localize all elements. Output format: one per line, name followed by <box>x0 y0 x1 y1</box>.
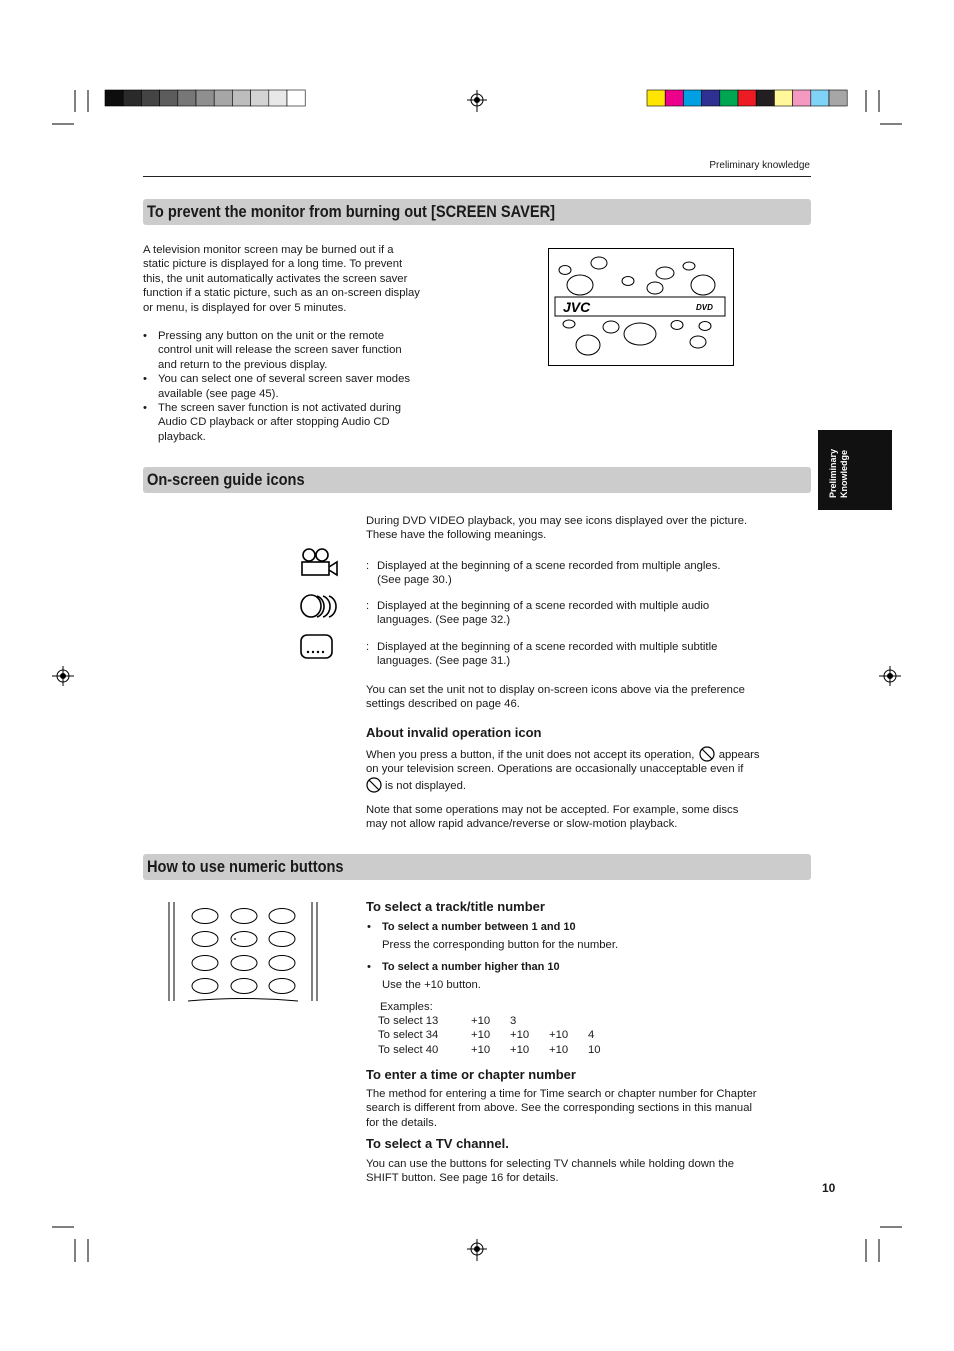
guide-item-text: Displayed at the beginning of a scene recorded with multiple subtitle <box>377 641 718 653</box>
registration-mark-top <box>467 90 487 112</box>
color-swatch <box>287 90 305 106</box>
bullet-item <box>367 960 560 974</box>
registration-mark-bottom <box>467 1239 487 1261</box>
screen-saver-illustration <box>548 248 734 366</box>
color-swatch <box>793 90 811 106</box>
bullet-item <box>143 372 410 401</box>
colon: : <box>366 560 370 572</box>
track-sub-heading: To select a number higher than 10 <box>382 961 560 973</box>
bullet-line: • Pressing any button on the unit or the remote <box>158 330 385 342</box>
time-line: search is different from above. See the corresponding sections in this manual <box>366 1102 752 1115</box>
audio-icon <box>299 593 344 620</box>
numeric-heading-bar <box>143 854 811 880</box>
colon: : <box>366 641 370 653</box>
guide-icons-heading: On-screen guide icons <box>147 470 305 489</box>
subtitle-icon <box>299 633 335 661</box>
colon: : <box>366 600 370 612</box>
bullet-item <box>367 920 576 934</box>
guide-item-text: Displayed at the beginning of a scene recorded from multiple angles. <box>377 560 721 572</box>
color-swatch <box>178 90 196 106</box>
camera-angle-icon <box>299 546 344 580</box>
color-swatch <box>251 90 269 106</box>
invalid-operation-icon <box>366 777 382 793</box>
invalid-operation-icon <box>699 746 715 762</box>
note-line: may not allow rapid advance/reverse or slow-motion playback. <box>366 818 678 831</box>
example-cell: To select 13 <box>378 1015 439 1027</box>
color-swatch <box>232 90 250 106</box>
example-cell: +10 <box>471 1029 491 1042</box>
intro-line: this, the unit automatically activates the screen saver <box>143 272 408 285</box>
time-text <box>366 1087 757 1130</box>
color-swatch <box>756 90 774 106</box>
invalid-text: on your television screen. Operations are occasionally unacceptable even if <box>366 763 744 776</box>
time-heading: To enter a time or chapter number <box>366 1067 576 1082</box>
bullet-line: Audio CD playback or after stopping Audio CD <box>158 416 390 429</box>
bullet-item <box>143 401 410 444</box>
example-cell <box>549 1014 588 1028</box>
color-swatch <box>105 90 123 106</box>
tv-heading: To select a TV channel. <box>366 1136 509 1151</box>
color-swatch <box>829 90 847 106</box>
guide-item-subtitle <box>366 640 717 669</box>
tv-line: You can use the buttons for selecting TV channels while holding down the <box>366 1158 735 1170</box>
intro-line: function if a static picture, such as an on-screen display <box>143 287 420 300</box>
note-line: Note that some operations may not be accepted. For example, some discs <box>366 804 739 816</box>
color-swatch <box>720 90 738 106</box>
intro-line: A television monitor screen may be burned out if a <box>143 244 394 256</box>
jvc-logo: JVC <box>563 299 591 315</box>
intro-line: These have the following meanings. <box>366 529 547 542</box>
guide-item-angle <box>366 559 721 588</box>
guide-item-text: languages. (See page 32.) <box>377 614 511 627</box>
header-rule <box>143 176 811 177</box>
time-line: for the details. <box>366 1116 437 1129</box>
guide-icons-preference-note <box>366 683 745 712</box>
screen-saver-bullets <box>143 329 410 444</box>
color-swatch-strip <box>647 90 847 106</box>
intro-line: or menu, is displayed for over 5 minutes. <box>143 301 347 314</box>
numeric-buttons <box>192 909 295 994</box>
invalid-icon-text <box>366 746 760 793</box>
example-cell <box>588 1014 617 1028</box>
examples-label: Examples: <box>380 1001 433 1013</box>
page-number: 10 <box>822 1181 836 1195</box>
guide-icons-heading-bar <box>143 467 811 493</box>
example-cell: +10 <box>471 1043 491 1056</box>
color-swatch <box>665 90 683 106</box>
numeric-heading: How to use numeric buttons <box>147 857 344 876</box>
example-cell: +10 <box>471 1015 491 1027</box>
example-cell: +10 <box>510 1029 530 1042</box>
table-row <box>378 1028 617 1042</box>
guide-item-text: (See page 30.) <box>377 574 452 587</box>
invalid-icon-note <box>366 803 738 832</box>
track-sub2-text: Use the +10 button. <box>382 979 481 991</box>
side-tab <box>818 430 892 510</box>
invalid-text: appears <box>718 749 760 761</box>
color-swatch <box>647 90 665 106</box>
screen-saver-heading: To prevent the monitor from burning out [SCREEN SAVER] <box>147 202 556 221</box>
color-swatch <box>683 90 701 106</box>
guide-item-audio <box>366 599 709 628</box>
track-heading: To select a track/title number <box>366 899 545 914</box>
example-cell: 10 <box>588 1043 601 1056</box>
bullet-line: and return to the previous display. <box>158 358 328 371</box>
note-line: settings described on page 46. <box>366 698 520 711</box>
time-line: The method for entering a time for Time search or chapter number for Chapter <box>366 1088 757 1100</box>
invalid-text: When you press a button, if the unit does not accept its operation, <box>366 749 695 761</box>
note-line: You can set the unit not to display on-screen icons above via the preference <box>366 684 745 696</box>
guide-item-text: Displayed at the beginning of a scene recorded with multiple audio <box>377 600 710 612</box>
example-cell: To select 40 <box>378 1043 439 1056</box>
bullet-line: control unit will release the screen saver function <box>158 344 402 357</box>
color-swatch <box>269 90 287 106</box>
color-swatch <box>811 90 829 106</box>
color-swatch <box>141 90 159 106</box>
bullet-line: playback. <box>158 430 206 443</box>
side-tab-line: Knowledge <box>839 449 849 498</box>
color-swatch <box>774 90 792 106</box>
color-swatch <box>196 90 214 106</box>
example-cell: +10 <box>549 1043 569 1056</box>
track-sub1 <box>367 920 576 934</box>
example-cell: +10 <box>510 1043 530 1056</box>
intro-line: static picture is displayed for a long time. To prevent <box>143 258 403 271</box>
color-swatch <box>214 90 232 106</box>
track-sub1-text: Press the corresponding button for the number. <box>382 939 619 951</box>
guide-item-text: languages. (See page 31.) <box>377 655 511 668</box>
screen-saver-intro <box>143 243 420 315</box>
intro-line: During DVD VIDEO playback, you may see icons displayed over the picture. <box>366 515 748 527</box>
tv-text <box>366 1157 734 1186</box>
color-swatch <box>702 90 720 106</box>
invalid-icon-heading: About invalid operation icon <box>366 725 542 740</box>
side-tab-line: Preliminary <box>828 448 838 498</box>
track-sub2 <box>367 960 560 974</box>
running-header: Preliminary knowledge <box>709 160 810 171</box>
color-swatch <box>123 90 141 106</box>
guide-icons-intro <box>366 514 747 543</box>
example-cell: 3 <box>510 1015 517 1027</box>
dvd-logo: DVD <box>696 303 713 312</box>
bullet-line: • You can select one of several screen saver modes <box>158 373 411 386</box>
example-cell: To select 34 <box>378 1029 439 1042</box>
table-row <box>378 1014 617 1028</box>
numeric-keypad-illustration <box>166 900 321 1003</box>
bullet-line: available (see page 45). <box>158 387 279 400</box>
gray-swatch-strip <box>105 90 305 106</box>
invalid-text: is not displayed. <box>385 779 467 792</box>
example-cell: 4 <box>588 1029 595 1042</box>
color-swatch <box>738 90 756 106</box>
track-sub-heading: To select a number between 1 and 10 <box>382 921 576 933</box>
table-row <box>378 1043 617 1057</box>
color-swatch <box>160 90 178 106</box>
registration-mark-left <box>52 666 74 686</box>
example-cell: +10 <box>549 1029 569 1042</box>
examples-table <box>378 1014 617 1057</box>
bullet-line: • The screen saver function is not activated during <box>158 402 402 415</box>
registration-mark-right <box>879 666 901 686</box>
screen-saver-heading-bar <box>143 199 811 225</box>
bullet-item <box>143 329 410 372</box>
tv-line: SHIFT button. See page 16 for details. <box>366 1172 559 1185</box>
